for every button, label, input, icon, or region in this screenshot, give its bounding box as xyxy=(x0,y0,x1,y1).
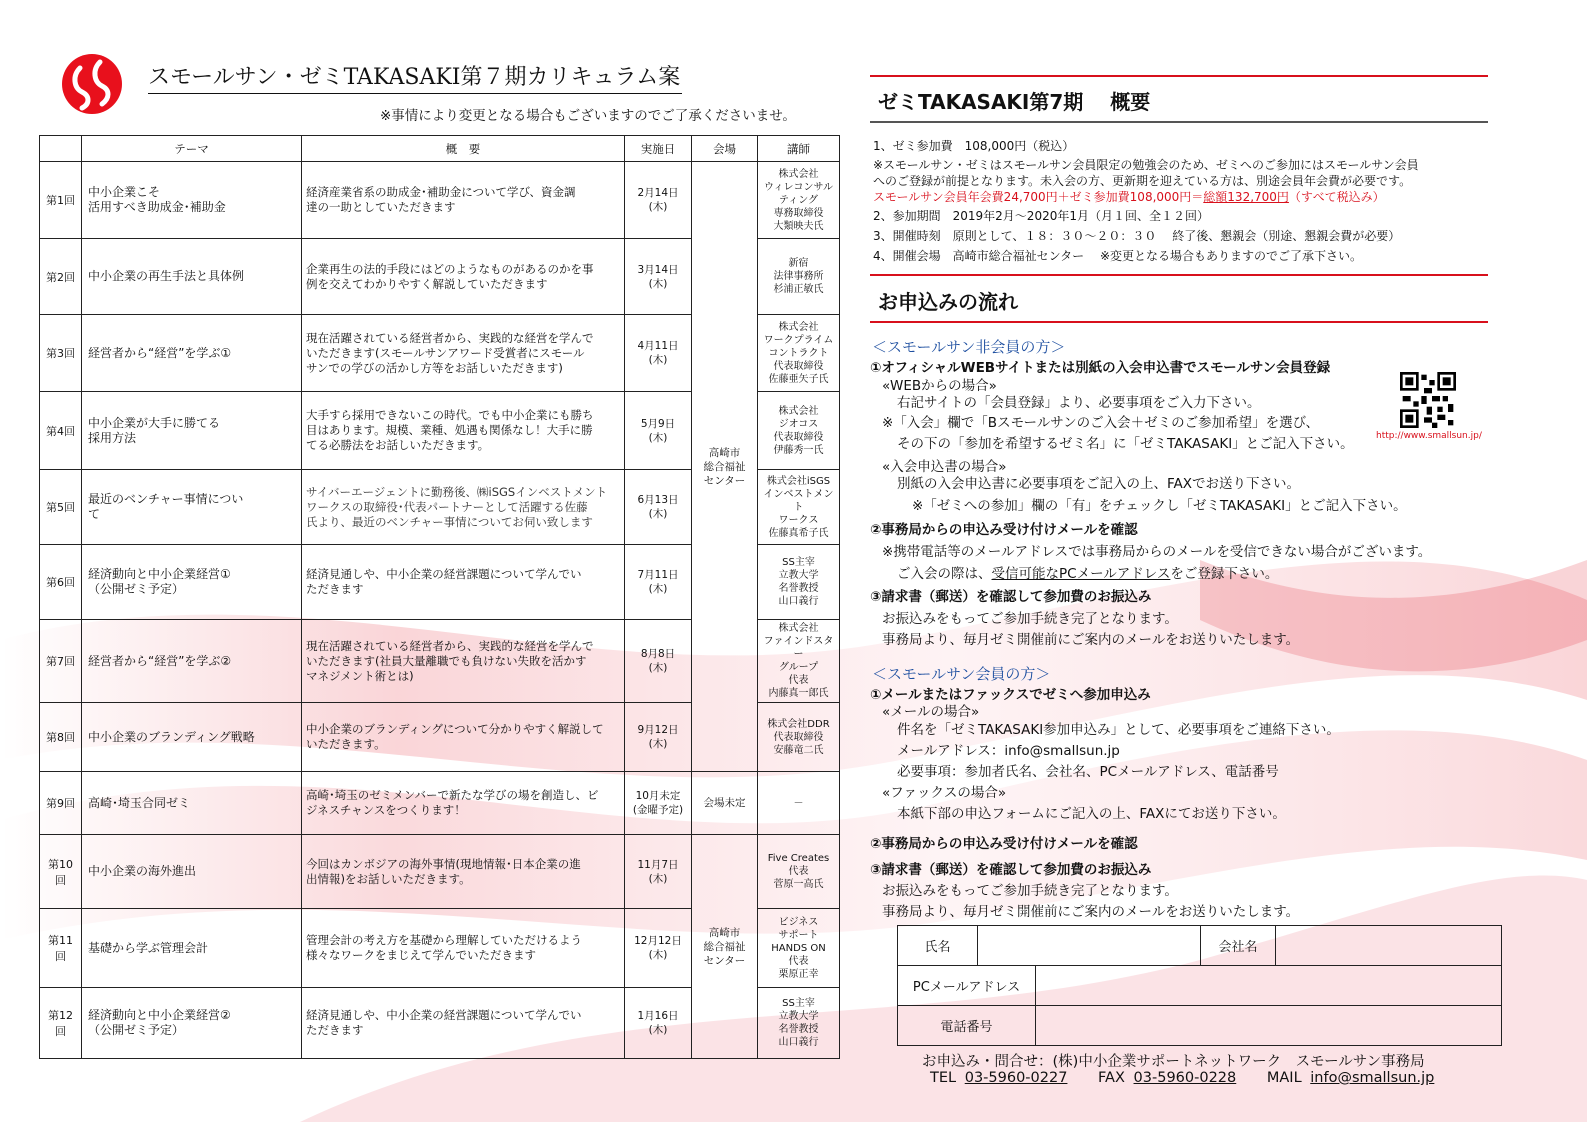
session-theme: 中小企業の再生手法と具体例 xyxy=(82,239,302,315)
session-theme: 中小企業こそ 活用すべき助成金･補助金 xyxy=(82,162,302,239)
flow-bottom-rule xyxy=(870,321,1488,323)
flow-top-rule xyxy=(870,274,1488,276)
session-date: 7月11日 (木) xyxy=(625,545,692,620)
company-label: 会社名 xyxy=(1201,926,1276,966)
flow-heading: お申込みの流れ xyxy=(878,290,1018,314)
tel-label: TEL xyxy=(930,1070,957,1086)
qr-code-icon[interactable] xyxy=(1400,372,1456,428)
web-line1: 右記サイトの「会員登録」より、必要事項をご入力下さい。 xyxy=(897,395,1261,411)
table-row xyxy=(40,162,840,239)
name-label: 氏名 xyxy=(898,926,978,966)
session-number: 第7回 xyxy=(40,620,82,703)
session-number: 第4回 xyxy=(40,392,82,470)
overview-time: 3、開催時刻 原則として、１８：３０～２０：３０ 終了後、懇親会（別途、懇親会費が必要） xyxy=(873,229,1401,243)
table-row xyxy=(40,835,840,909)
change-notice: ※事情により変更となる場合もございますのでご了承くださいませ。 xyxy=(380,108,796,124)
form-row-name xyxy=(898,926,1502,966)
session-number: 第5回 xyxy=(40,470,82,545)
table-header-row xyxy=(40,136,840,162)
session-date: 4月11日 (木) xyxy=(625,315,692,392)
overview-note-line2: へのご登録が前提となります。未入会の方、更新期を迎えている方は、別途会員年会費が必要です。 xyxy=(873,174,1412,188)
session-date: 5月9日 (木) xyxy=(625,392,692,470)
session-date: 11月7日 (木) xyxy=(625,835,692,909)
mail-note-line2 xyxy=(897,562,1278,582)
session-summary: 高崎･埼玉のゼミメンバーで新たな学びの場を創造し、ビ ジネスチャンスをつくります！ xyxy=(302,772,625,835)
session-date: 1月16日 (木) xyxy=(625,988,692,1059)
session-number: 第12 回 xyxy=(40,988,82,1059)
pc-mail-field[interactable] xyxy=(1036,966,1502,1006)
nonmember-pay-line2: 事務局より、毎月ゼミ開催前にご案内のメールをお送りいたします。 xyxy=(882,632,1300,648)
phone-field[interactable] xyxy=(1036,1006,1502,1046)
venue-cell-group1: 高崎市 総合福祉 センター xyxy=(692,162,758,772)
session-theme: 中小企業のブランディング戦略 xyxy=(82,703,302,772)
nonmember-pay-line1: お振込みをもってご参加手続き完了となります。 xyxy=(882,611,1178,627)
overview-fee: 1、ゼミ参加費 108,000円（税込） xyxy=(873,139,1075,153)
header-venue: 会場 xyxy=(692,136,758,162)
contact-line: お申込み・問合せ：(株)中小企業サポートネットワーク スモールサン事務局 xyxy=(922,1054,1425,1070)
session-lecturer: 株式会社 ウィレコンサル ティング 専務取締役 大類映夫氏 xyxy=(758,162,840,239)
session-summary: 現在活躍されている経営者から、実践的な経営を学んで いただきます(社員大量離職でも負けない失敗を活かす マネジメント術とは) xyxy=(302,620,625,703)
session-number: 第10 回 xyxy=(40,835,82,909)
pc-mail-label: PCメールアドレス xyxy=(898,966,1036,1006)
session-summary: 今回はカンボジアの海外事情(現地情報･日本企業の進 出情報)をお話しいただきます。 xyxy=(302,835,625,909)
form-row-email xyxy=(898,966,1502,1006)
session-date: 8月8日 (木) xyxy=(625,620,692,703)
mail-note-pre: ご入会の際は、 xyxy=(897,566,992,582)
nonmember-step2: ②事務局からの申込み受け付けメールを確認 xyxy=(870,522,1138,538)
name-field[interactable] xyxy=(978,926,1201,966)
contact-numbers xyxy=(930,1070,1438,1086)
session-date: 9月12日 (木) xyxy=(625,703,692,772)
total-prefix: スモールサン会員年会費24,700円＋ゼミ参加費108,000円＝ xyxy=(873,190,1204,204)
session-number: 第11 回 xyxy=(40,909,82,988)
fax-label: FAX xyxy=(1098,1070,1125,1086)
member-fax-label: «ファックスの場合» xyxy=(882,785,1007,801)
session-summary: 経済見通しや、中小企業の経営課題について学んでい ただきます xyxy=(302,988,625,1059)
session-theme: 基礎から学ぶ管理会計 xyxy=(82,909,302,988)
member-pay-line2: 事務局より、毎月ゼミ開催前にご案内のメールをお送りいたします。 xyxy=(882,904,1300,920)
member-mail-line2: メールアドレス：info@smallsun.jp xyxy=(897,743,1120,759)
smallsun-logo xyxy=(60,52,124,116)
session-theme: 中小企業の海外進出 xyxy=(82,835,302,909)
session-summary: 現在活躍されている経営者から、実践的な経営を学んで いただきます(スモールサンアワード受賞者にスモール サンでの学びの活かし方等をお話しいただきます) xyxy=(302,315,625,392)
overview-venue: 4、開催会場 高崎市総合福祉センター ※変更となる場合もありますのでご了承下さい。 xyxy=(873,249,1363,263)
nonmember-step3: ③請求書（郵送）を確認して参加費のお振込み xyxy=(870,589,1152,605)
overview-total xyxy=(873,189,1385,206)
session-summary: 管理会計の考え方を基礎から理解していただけるよう 様々なワークをまじえて学んでいただきます xyxy=(302,909,625,988)
session-date: 10月未定 (金曜予定) xyxy=(625,772,692,835)
header-summary: 概 要 xyxy=(302,136,625,162)
member-step2: ②事務局からの申込み受け付けメールを確認 xyxy=(870,836,1138,852)
overview-bottom-rule xyxy=(870,121,1488,123)
session-number: 第3回 xyxy=(40,315,82,392)
session-summary: 中小企業のブランディングについて分かりやすく解説して いただきます。 xyxy=(302,703,625,772)
company-field[interactable] xyxy=(1276,926,1502,966)
member-fax-line1: 本紙下部の申込フォームにご記入の上、FAXにてお送り下さい。 xyxy=(897,806,1286,822)
paper-label: «入会申込書の場合» xyxy=(882,459,1007,475)
session-number: 第2回 xyxy=(40,239,82,315)
session-date: 3月14日 (木) xyxy=(625,239,692,315)
session-lecturer: Five Creates 代表 菅原一高氏 xyxy=(758,835,840,909)
member-mail-line1: 件名を「ゼミTAKASAKI参加申込み」として、必要事項をご連絡下さい。 xyxy=(897,722,1340,738)
overview-period: 2、参加期間 2019年2月～2020年1月（月１回、全１２回） xyxy=(873,209,1209,223)
mail-note-underlined: 受信可能なPCメールアドレス xyxy=(991,566,1171,582)
header-no xyxy=(40,136,82,162)
session-date: 2月14日 (木) xyxy=(625,162,692,239)
nonmember-title: ＜スモールサン非会員の方＞ xyxy=(872,338,1066,356)
web-label: «WEBからの場合» xyxy=(882,378,997,394)
tel-number[interactable]: 03-5960-0227 xyxy=(964,1070,1068,1086)
session-lecturer: 株式会社 ワークプライム コントラクト 代表取締役 佐藤亜矢子氏 xyxy=(758,315,840,392)
session-theme: 経済動向と中小企業経営① （公開ゼミ予定） xyxy=(82,545,302,620)
venue-cell-undecided: 会場未定 xyxy=(692,772,758,835)
session-lecturer: 株式会社iSGS インベストメント ワークス 佐藤真希子氏 xyxy=(758,470,840,545)
mail-note-line1: ※携帯電話等のメールアドレスでは事務局からのメールを受信できない場合がございます。 xyxy=(882,544,1432,560)
mail-address[interactable]: info@smallsun.jp xyxy=(1310,1070,1435,1086)
session-lecturer: 株式会社 ジオコス 代表取締役 伊藤秀一氏 xyxy=(758,392,840,470)
session-lecturer: SS主宰 立教大学 名誉教授 山口義行 xyxy=(758,545,840,620)
session-summary: 経済産業省系の助成金･補助金について学び、資金調 達の一助としていただきます xyxy=(302,162,625,239)
session-number: 第8回 xyxy=(40,703,82,772)
session-theme: 高崎･埼玉合同ゼミ xyxy=(82,772,302,835)
nonmember-step1: ①オフィシャルWEBサイトまたは別紙の入会申込書でスモールサン会員登録 xyxy=(870,360,1331,376)
curriculum-table xyxy=(39,135,840,1059)
phone-label: 電話番号 xyxy=(898,1006,1036,1046)
session-theme: 経営者から“経営”を学ぶ② xyxy=(82,620,302,703)
session-lecturer: 株式会社 ファインドスター グループ 代表 内藤真一郎氏 xyxy=(758,620,840,703)
session-lecturer: － xyxy=(758,772,840,835)
form-row-phone xyxy=(898,1006,1502,1046)
member-title: ＜スモールサン会員の方＞ xyxy=(872,665,1051,683)
session-lecturer: ビジネス サポート HANDS ON 代表 栗原正幸 xyxy=(758,909,840,988)
total-amount: 総額132,700円 xyxy=(1203,190,1289,204)
header-date: 実施日 xyxy=(625,136,692,162)
page-title: スモールサン・ゼミTAKASAKI第７期カリキュラム案 xyxy=(148,60,682,94)
mail-label: MAIL xyxy=(1266,1070,1302,1086)
web-line3: その下の「参加を希望するゼミ名」に「ゼミTAKASAKI」とご記入下さい。 xyxy=(897,436,1354,452)
member-pay-line1: お振込みをもってご参加手続き完了となります。 xyxy=(882,883,1178,899)
session-theme: 最近のベンチャー事情につい て xyxy=(82,470,302,545)
header-theme: テーマ xyxy=(82,136,302,162)
session-date: 12月12日 (木) xyxy=(625,909,692,988)
overview-top-rule xyxy=(870,75,1488,77)
session-lecturer: 新宿 法律事務所 杉浦正敏氏 xyxy=(758,239,840,315)
session-date: 6月13日 (木) xyxy=(625,470,692,545)
web-line2: ※「入会」欄で「Bスモールサンのご入会＋ゼミのご参加希望」を選び、 xyxy=(882,415,1320,431)
session-summary: 経済見通しや、中小企業の経営課題について学んでい ただきます xyxy=(302,545,625,620)
session-summary: 大手すら採用できないこの時代。でも中小企業にも勝ち 目はあります。規模、業種、処遇も関係なし！大手に勝 てる必勝法をお話しいただきます。 xyxy=(302,392,625,470)
session-theme: 中小企業が大手に勝てる 採用方法 xyxy=(82,392,302,470)
session-number: 第6回 xyxy=(40,545,82,620)
website-url[interactable]: http://www.smallsun.jp/ xyxy=(1376,431,1482,441)
session-number: 第1回 xyxy=(40,162,82,239)
mail-note-post: をご登録下さい。 xyxy=(1170,566,1279,582)
member-mail-label: «メールの場合» xyxy=(882,704,980,720)
session-summary: 企業再生の法的手段にはどのようなものがあるのかを事 例を交えてわかりやすく解説していただきます xyxy=(302,239,625,315)
session-lecturer: 株式会社DDR 代表取締役 安藤竜二氏 xyxy=(758,703,840,772)
session-summary: サイバーエージェントに勤務後、㈱iSGSインベストメント ワークスの取締役･代表パートナーとして活躍する佐藤 氏より、最近のベンチャー事情についてお伺い致します xyxy=(302,470,625,545)
overview-heading: ゼミTAKASAKI第7期 概要 xyxy=(878,90,1151,114)
application-form xyxy=(897,925,1502,1046)
paper-line2: ※「ゼミへの参加」欄の「有」をチェックし「ゼミTAKASAKI」とご記入下さい。 xyxy=(912,498,1407,514)
member-step1: ①メールまたはファックスでゼミへ参加申込み xyxy=(870,687,1151,703)
member-step3: ③請求書（郵送）を確認して参加費のお振込み xyxy=(870,862,1152,878)
session-theme: 経営者から“経営”を学ぶ① xyxy=(82,315,302,392)
table-row xyxy=(40,772,840,835)
venue-cell-group2: 高崎市 総合福祉 センター xyxy=(692,835,758,1059)
session-theme: 経済動向と中小企業経営② （公開ゼミ予定） xyxy=(82,988,302,1059)
session-lecturer: SS主宰 立教大学 名誉教授 山口義行 xyxy=(758,988,840,1059)
overview-note-line1: ※スモールサン・ゼミはスモールサン会員限定の勉強会のため、ゼミへのご参加にはスモールサン会員 xyxy=(873,158,1419,172)
header-lecturer: 講師 xyxy=(758,136,840,162)
total-suffix: （すべて税込み） xyxy=(1288,190,1385,204)
member-mail-line3: 必要事項：参加者氏名、会社名、PCメールアドレス、電話番号 xyxy=(897,764,1279,780)
paper-line1: 別紙の入会申込書に必要事項をご記入の上、FAXでお送り下さい。 xyxy=(897,476,1301,492)
session-number: 第9回 xyxy=(40,772,82,835)
fax-number[interactable]: 03-5960-0228 xyxy=(1133,1070,1237,1086)
